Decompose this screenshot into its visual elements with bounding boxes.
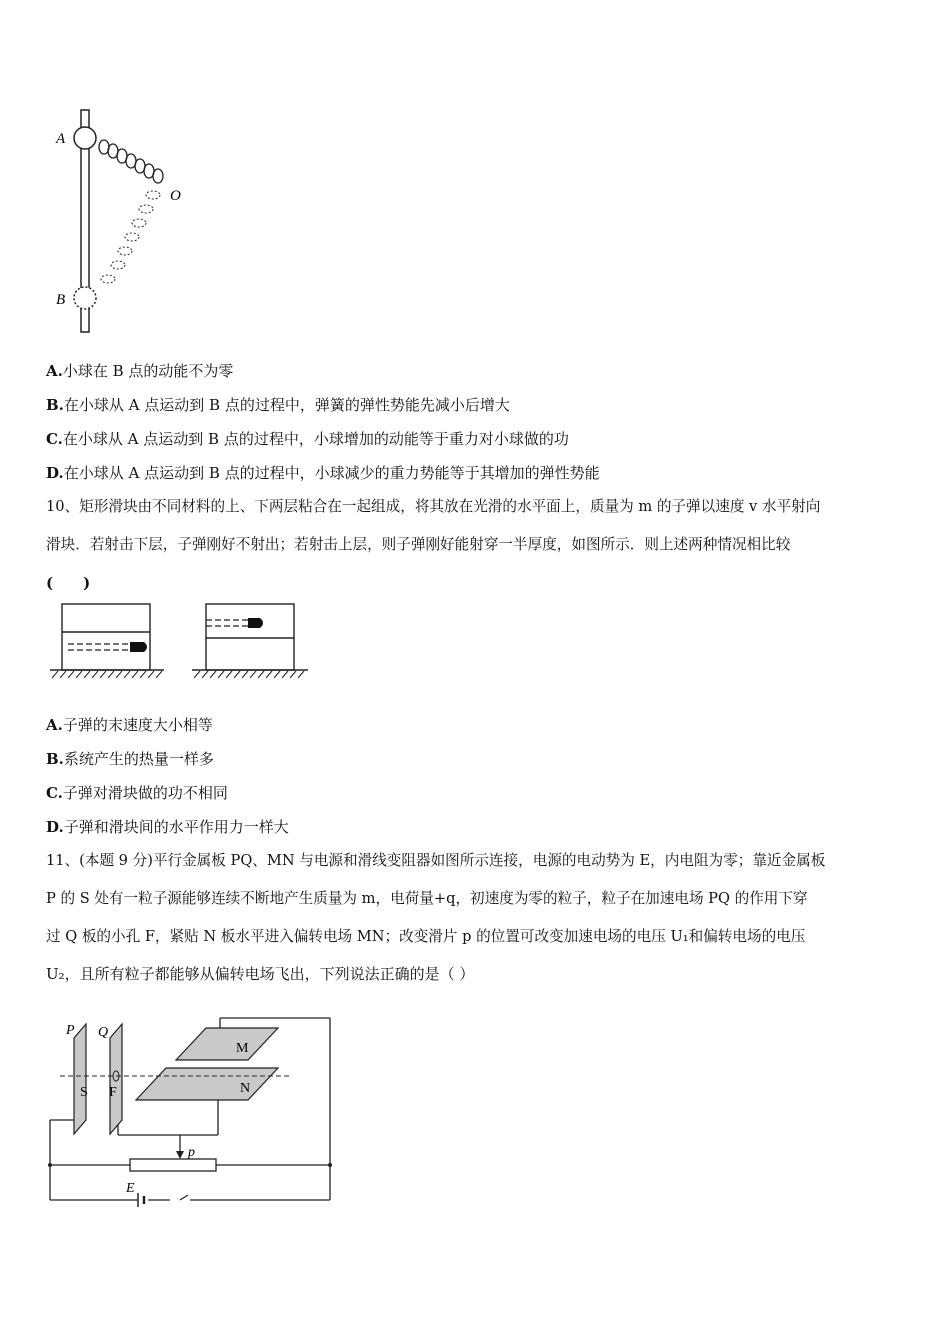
q10-option-d: D.子弹和滑块间的水平作用力一样大 bbox=[46, 818, 289, 836]
label-slider-p: p bbox=[188, 1145, 195, 1160]
label-a: A bbox=[56, 131, 66, 147]
label-b: B bbox=[56, 292, 66, 308]
label-s: S bbox=[80, 1085, 88, 1100]
q11-stem-line-1: 11、(本题 9 分)平行金属板 PQ、MN 与电源和滑线变阻器如图所示连接，电源的电动势为 E，内电阻为零；靠近金属板 bbox=[46, 852, 826, 869]
q10-stem-line-3: ( ) bbox=[46, 574, 91, 592]
label-p-plate: P bbox=[66, 1023, 75, 1038]
label-q-plate: Q bbox=[98, 1025, 109, 1040]
q9-option-a: A.小球在 B 点的动能不为零 bbox=[46, 362, 234, 380]
q9-option-c: C.在小球从 A 点运动到 B 点的过程中，小球增加的动能等于重力对小球做的功 bbox=[46, 430, 569, 448]
q10-stem-line-1: 10、矩形滑块由不同材料的上、下两层粘合在一起组成，将其放在光滑的水平面上，质量为 m 的子弹以速度 v 水平射向 bbox=[46, 498, 821, 515]
q11-stem-line-2: P 的 S 处有一粒子源能够连续不断地产生质量为 m，电荷量+q，初速度为零的粒子，粒子在加速电场 PQ 的作用下穿 bbox=[46, 890, 808, 907]
label-m-plate: M bbox=[236, 1041, 249, 1056]
label-n-plate: N bbox=[240, 1081, 251, 1096]
right-block bbox=[192, 604, 308, 678]
q11-stem-line-4: U₂，且所有粒子都能够从偏转电场飞出，下列说法正确的是（ ） bbox=[46, 965, 475, 983]
q9-option-d: D.在小球从 A 点运动到 B 点的过程中，小球减少的重力势能等于其增加的弹性势能 bbox=[46, 464, 600, 482]
left-block bbox=[50, 604, 164, 678]
label-f: F bbox=[109, 1085, 117, 1100]
q11-stem-line-3: 过 Q 板的小孔 F，紧贴 N 板水平进入偏转电场 MN；改变滑片 p 的位置可改变加速电场的电压 U₁和偏转电场的电压 bbox=[46, 928, 806, 945]
plates-circuit-figure bbox=[40, 1010, 340, 1210]
spring-rod-figure bbox=[50, 105, 200, 335]
q10-option-b: B.系统产生的热量一样多 bbox=[46, 750, 214, 768]
q10-stem-line-2: 滑块．若射击下层，子弹刚好不射出；若射击上层，则子弹刚好能射穿一半厚度，如图所示．则上述两种情况相比较 bbox=[46, 536, 791, 553]
label-e: E bbox=[126, 1181, 135, 1196]
q10-option-c: C.子弹对滑块做的功不相同 bbox=[46, 784, 228, 802]
label-o: O bbox=[170, 188, 181, 204]
q10-option-a: A.子弹的末速度大小相等 bbox=[46, 716, 213, 734]
bullet-block-figure bbox=[46, 600, 326, 686]
q9-option-b: B.在小球从 A 点运动到 B 点的过程中，弹簧的弹性势能先减小后增大 bbox=[46, 396, 510, 414]
